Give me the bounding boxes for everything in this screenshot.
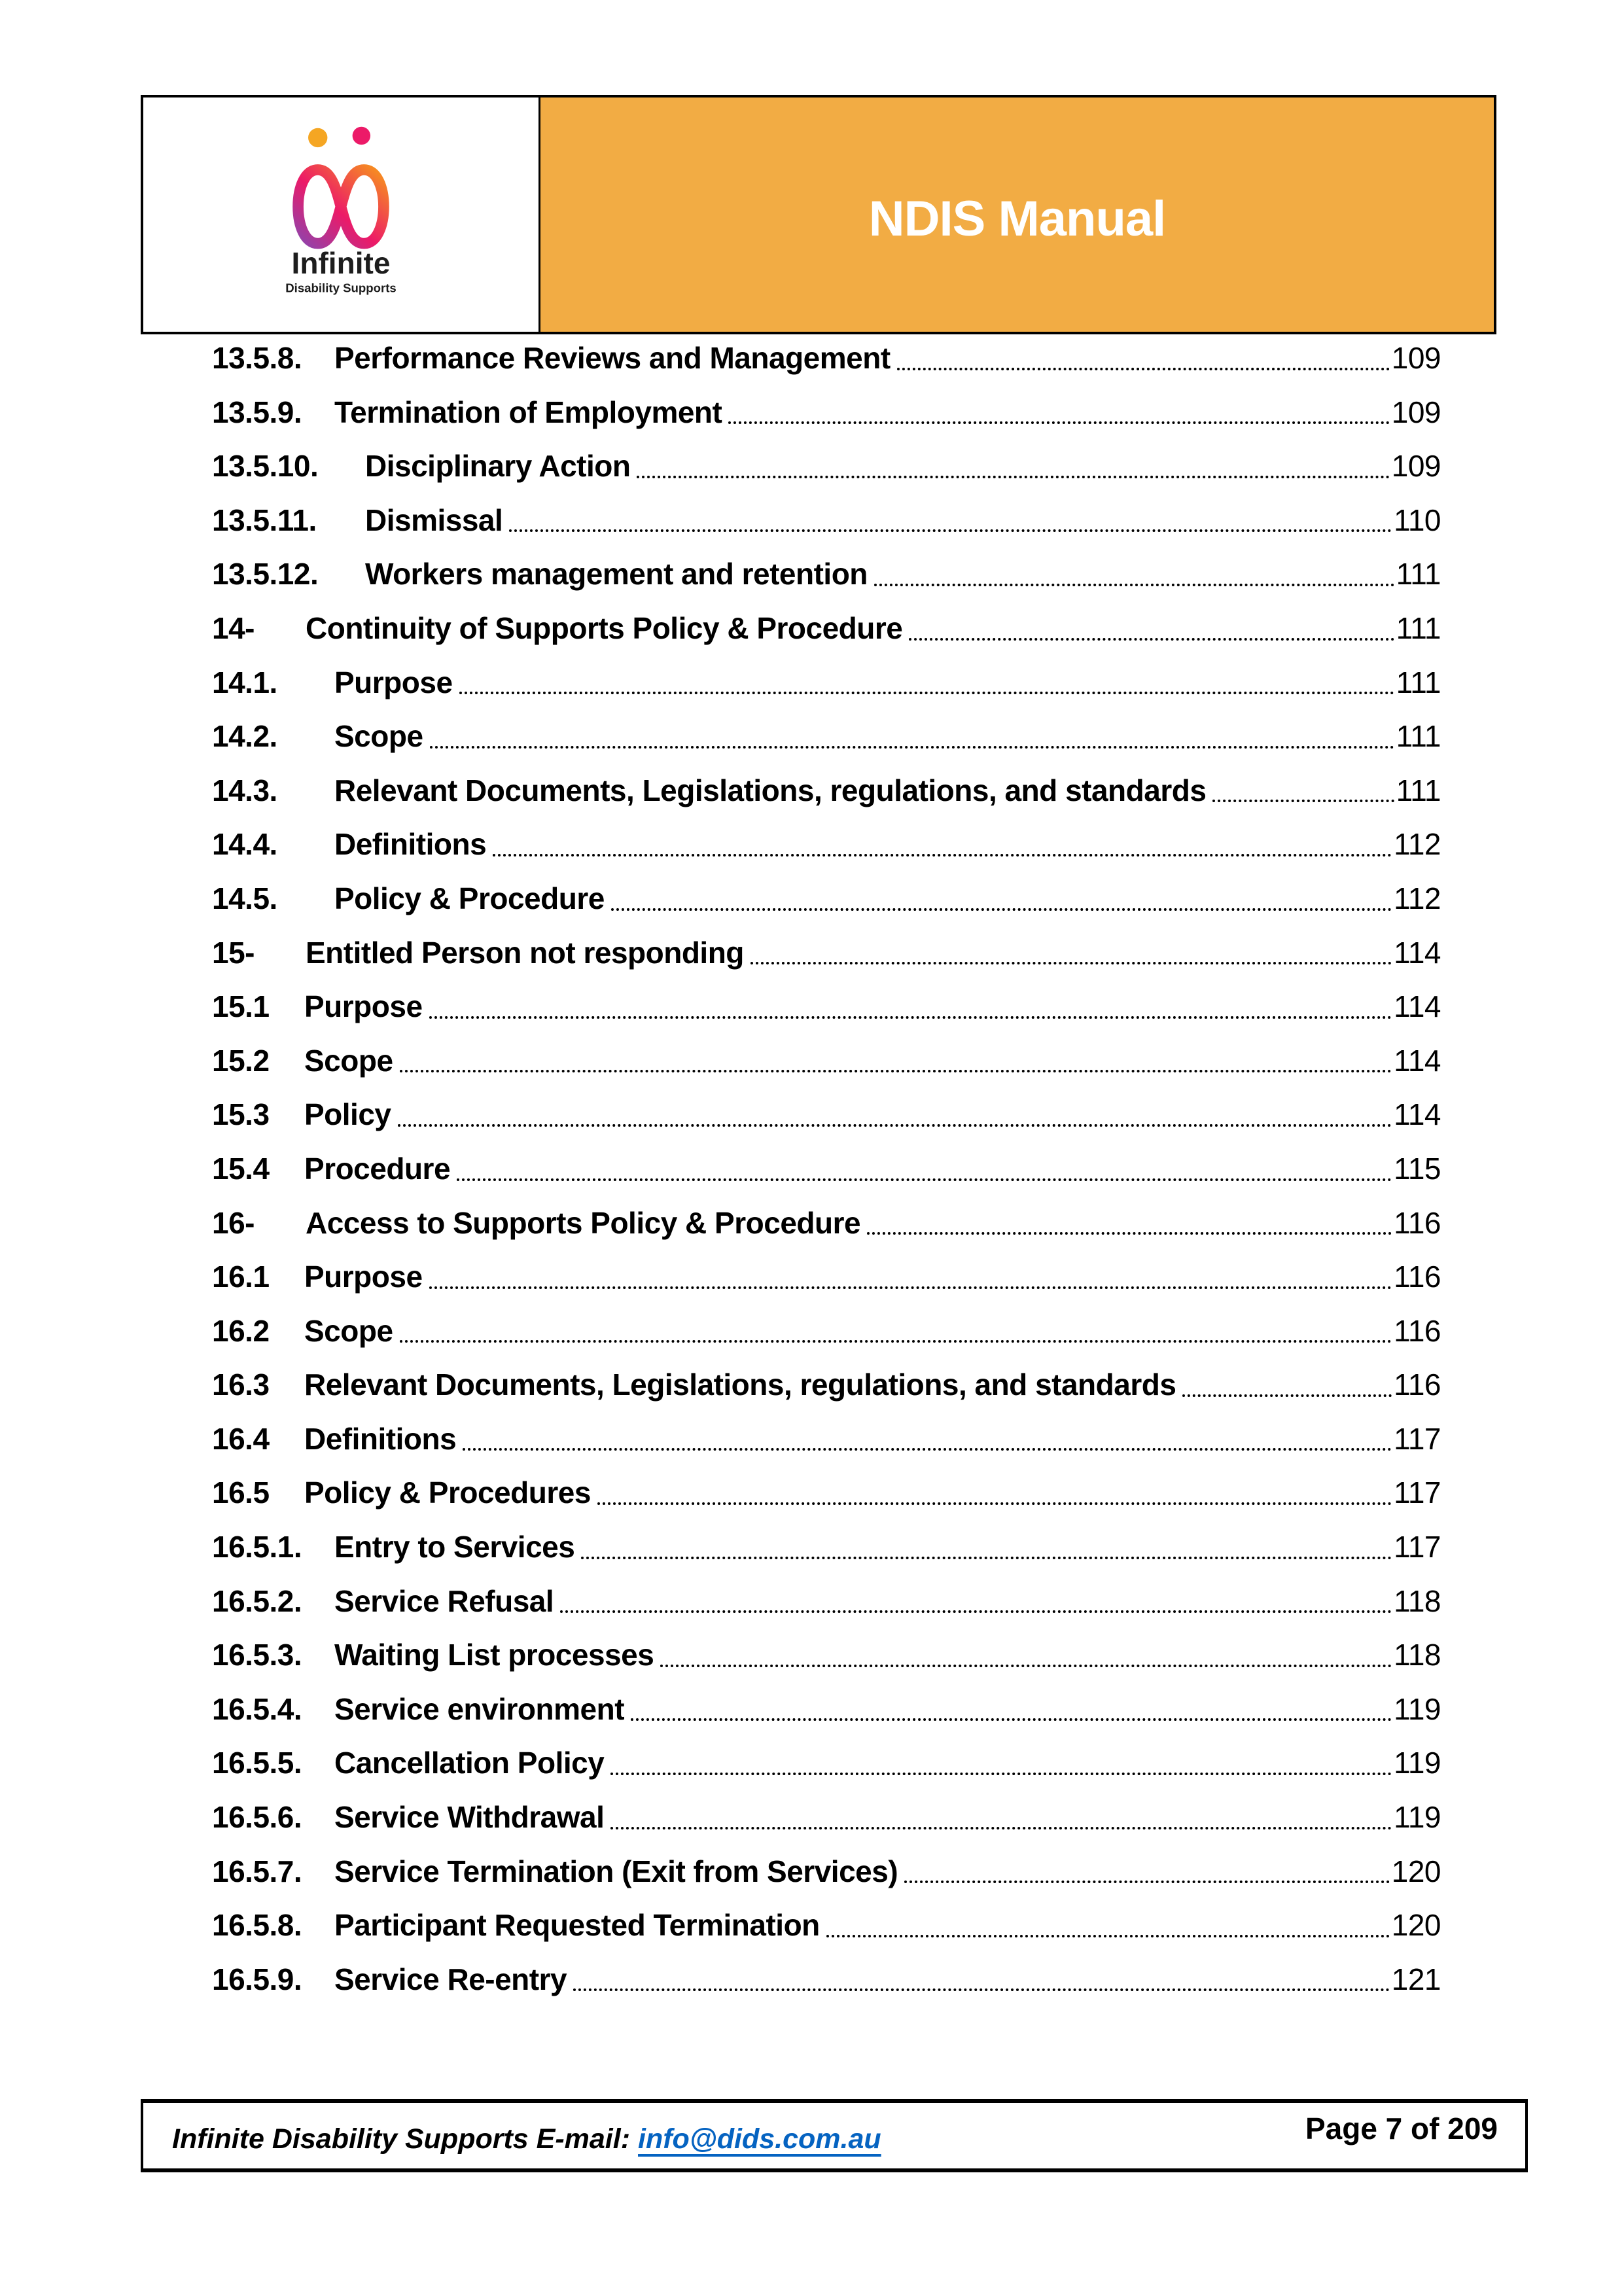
toc-entry-number: 15.4 [212, 1151, 270, 1186]
logo-dot-left [308, 128, 327, 147]
toc-entry[interactable] [212, 1628, 1441, 1682]
dot-leader [429, 1016, 1392, 1019]
toc-entry-title: Procedure [304, 1151, 451, 1186]
toc-entry-page: 109 [1391, 341, 1441, 375]
toc-entry-number: 16.3 [212, 1368, 270, 1402]
toc-entry-page: 111 [1396, 665, 1441, 699]
dot-leader [631, 1718, 1392, 1721]
toc-entry-number: 16.4 [212, 1421, 270, 1456]
dot-leader [398, 1124, 1392, 1127]
toc-entry-title: Policy [304, 1097, 391, 1132]
toc-entry[interactable] [212, 1034, 1441, 1088]
toc-entry[interactable] [212, 656, 1441, 710]
dot-leader [610, 1773, 1392, 1775]
dot-leader [904, 1881, 1390, 1883]
logo [143, 97, 540, 332]
logo-tagline-text: Disability Supports [285, 281, 397, 295]
toc-entry[interactable] [212, 493, 1441, 548]
toc-entry-page: 118 [1394, 1638, 1441, 1672]
toc-entry[interactable] [212, 709, 1441, 764]
dot-leader [611, 908, 1392, 911]
toc-entry-title: Entry to Services [334, 1530, 575, 1564]
toc-entry-page: 110 [1394, 503, 1441, 537]
infinity-loop [298, 169, 384, 243]
toc-entry-title: Definitions [304, 1421, 457, 1456]
toc-entry-page: 114 [1394, 935, 1441, 970]
toc-entry-title: Service Refusal [334, 1583, 554, 1618]
toc-entry-number: 14.2. [212, 719, 277, 754]
toc-entry-title: Entitled Person not responding [306, 935, 744, 970]
toc-entry-number: 16.5 [212, 1475, 270, 1510]
toc-entry[interactable] [212, 1736, 1441, 1790]
toc-entry-title: Scope [304, 1043, 393, 1078]
header [141, 95, 1496, 334]
toc-entry-number: 14.4. [212, 827, 277, 862]
toc-entry-title: Purpose [304, 989, 423, 1024]
toc-entry[interactable] [212, 1952, 1441, 2007]
toc-entry-page: 115 [1394, 1151, 1441, 1186]
dot-leader [400, 1070, 1392, 1072]
toc-entry-title: Scope [334, 719, 423, 754]
toc-entry[interactable] [212, 331, 1441, 385]
toc-entry[interactable] [212, 1358, 1441, 1412]
toc-entry-number: 16.5.7. [212, 1854, 302, 1888]
toc-entry[interactable] [212, 601, 1441, 656]
toc-entry-page: 116 [1394, 1313, 1441, 1348]
footer-email-label: Infinite Disability Supports E-mail: [172, 2123, 631, 2155]
toc-entry-page: 121 [1391, 1962, 1441, 1996]
toc-entry[interactable] [212, 439, 1441, 493]
toc-entry[interactable] [212, 817, 1441, 872]
toc-entry-number: 16.5.8. [212, 1908, 302, 1943]
toc-entry-number: 14.5. [212, 881, 277, 915]
toc-entry-number: 15- [212, 935, 255, 970]
toc-entry-number: 15.3 [212, 1097, 270, 1132]
toc-entry-page: 118 [1394, 1583, 1441, 1618]
toc-entry-title: Definitions [334, 827, 487, 862]
toc-entry-title: Cancellation Policy [334, 1746, 605, 1780]
toc-entry-page: 116 [1394, 1260, 1441, 1294]
page-title: NDIS Manual [868, 190, 1166, 247]
header-banner [540, 97, 1494, 332]
toc-entry-number: 16.5.5. [212, 1746, 302, 1780]
toc-entry-number: 14.1. [212, 665, 277, 699]
footer-email-line [172, 2123, 1305, 2155]
toc-entry-page: 109 [1391, 449, 1441, 484]
dot-leader [463, 1448, 1392, 1451]
dot-leader [429, 1286, 1392, 1289]
dot-leader [1182, 1394, 1392, 1397]
dot-leader [897, 368, 1390, 370]
toc-entry-title: Disciplinary Action [365, 449, 631, 484]
toc-entry-page: 119 [1394, 1746, 1441, 1780]
dot-leader [581, 1557, 1392, 1559]
toc-entry-page: 116 [1394, 1205, 1441, 1240]
toc-entry[interactable] [212, 980, 1441, 1034]
dot-leader [728, 421, 1389, 424]
toc-entry-page: 117 [1394, 1421, 1441, 1456]
toc-entry-title: Workers management and retention [365, 557, 868, 592]
toc-entry[interactable] [212, 1845, 1441, 1899]
toc-entry-number: 16.5.9. [212, 1962, 302, 1996]
toc-entry-number: 16.5.4. [212, 1691, 302, 1726]
toc-entry-number: 14.3. [212, 773, 277, 807]
toc-entry-number: 14- [212, 610, 255, 645]
toc-entry[interactable] [212, 1250, 1441, 1304]
toc-entry-title: Scope [304, 1313, 393, 1348]
toc-entry-page: 117 [1394, 1530, 1441, 1564]
toc-entry-title: Policy & Procedure [334, 881, 605, 915]
toc-entry-number: 15.2 [212, 1043, 270, 1078]
toc-entry-number: 16.1 [212, 1260, 270, 1294]
toc-entry[interactable] [212, 764, 1441, 818]
toc-entry-title: Performance Reviews and Management [334, 341, 891, 375]
toc-entry[interactable] [212, 1898, 1441, 1952]
toc-entry-page: 112 [1394, 827, 1441, 862]
toc-entry-number: 16.2 [212, 1313, 270, 1348]
toc-entry-page: 111 [1396, 610, 1441, 645]
toc-entry[interactable] [212, 1520, 1441, 1574]
toc-entry[interactable] [212, 1142, 1441, 1196]
toc-entry[interactable] [212, 1087, 1441, 1142]
toc-entry-title: Access to Supports Policy & Procedure [306, 1205, 861, 1240]
dot-leader [750, 962, 1392, 964]
toc-entry-title: Dismissal [365, 503, 503, 537]
toc-entry-title: Termination of Employment [334, 395, 722, 429]
page-indicator: Page 7 of 209 [1305, 2111, 1498, 2146]
toc-entry-title: Relevant Documents, Legislations, regulations, and standards [304, 1368, 1176, 1402]
toc-entry-page: 120 [1391, 1854, 1441, 1888]
toc-entry-number: 13.5.10. [212, 449, 319, 484]
dot-leader [509, 529, 1392, 532]
toc-entry-title: Continuity of Supports Policy & Procedure [306, 610, 903, 645]
toc-entry-number: 16- [212, 1205, 255, 1240]
dot-leader [660, 1665, 1392, 1667]
toc-entry-title: Policy & Procedures [304, 1475, 591, 1510]
toc-entry-title: Purpose [334, 665, 453, 699]
toc-entry[interactable] [212, 1412, 1441, 1466]
toc-entry-number: 16.5.3. [212, 1638, 302, 1672]
toc-entry-page: 117 [1394, 1475, 1441, 1510]
dot-leader [457, 1178, 1392, 1181]
dot-leader [573, 1988, 1390, 1991]
dot-leader [826, 1935, 1390, 1937]
infinity-icon [277, 121, 405, 308]
dot-leader [909, 638, 1394, 641]
toc-entry-number: 13.5.9. [212, 395, 302, 429]
toc-entry[interactable] [212, 1790, 1441, 1845]
toc-entry-number: 16.5.1. [212, 1530, 302, 1564]
toc-entry-page: 111 [1396, 773, 1441, 807]
toc-entry-title: Participant Requested Termination [334, 1908, 820, 1943]
dot-leader [610, 1827, 1392, 1829]
toc-entry-number: 13.5.11. [212, 503, 317, 537]
toc-entry[interactable] [212, 872, 1441, 926]
toc-list [212, 331, 1441, 2006]
toc-entry-page: 114 [1394, 989, 1441, 1024]
toc-entry[interactable] [212, 385, 1441, 440]
toc-entry[interactable] [212, 547, 1441, 601]
footer [141, 2099, 1528, 2172]
email-link[interactable]: info@dids.com.au [638, 2123, 881, 2155]
toc-entry-page: 114 [1394, 1043, 1441, 1078]
toc-entry-title: Waiting List processes [334, 1638, 654, 1672]
toc-entry-title: Service Withdrawal [334, 1800, 605, 1835]
dot-leader [400, 1340, 1392, 1343]
dot-leader [874, 584, 1394, 586]
toc-entry[interactable] [212, 1304, 1441, 1358]
toc-entry[interactable] [212, 926, 1441, 980]
toc-entry-number: 16.5.2. [212, 1583, 302, 1618]
toc-entry-number: 15.1 [212, 989, 270, 1024]
dot-leader [867, 1232, 1392, 1235]
dot-leader [459, 692, 1394, 694]
dot-leader [597, 1502, 1392, 1505]
toc-entry-number: 16.5.6. [212, 1800, 302, 1835]
toc-entry-title: Relevant Documents, Legislations, regulations, and standards [334, 773, 1207, 807]
logo-dot-right [353, 127, 370, 145]
toc-entry-title: Service Re-entry [334, 1962, 567, 1996]
dot-leader [430, 746, 1394, 749]
toc-entry-page: 116 [1394, 1368, 1441, 1402]
toc-entry[interactable] [212, 1574, 1441, 1629]
toc-entry-title: Service environment [334, 1691, 625, 1726]
toc-entry-title: Purpose [304, 1260, 423, 1294]
toc-entry[interactable] [212, 1682, 1441, 1737]
toc-entry-page: 119 [1394, 1691, 1441, 1726]
toc-entry[interactable] [212, 1466, 1441, 1520]
toc-entry-title: Service Termination (Exit from Services) [334, 1854, 898, 1888]
toc-entry-number: 13.5.8. [212, 341, 302, 375]
toc-entry-page: 119 [1394, 1800, 1441, 1835]
toc-entry-page: 120 [1391, 1908, 1441, 1943]
dot-leader [637, 476, 1389, 478]
toc-entry-page: 109 [1391, 395, 1441, 429]
toc-entry-page: 111 [1396, 557, 1441, 592]
dot-leader [1212, 800, 1394, 802]
dot-leader [493, 854, 1392, 857]
toc-entry-page: 112 [1394, 881, 1441, 915]
logo-brand-text: Infinite [291, 246, 391, 281]
toc-entry[interactable] [212, 1196, 1441, 1250]
dot-leader [560, 1610, 1392, 1613]
toc-entry-number: 13.5.12. [212, 557, 319, 592]
toc-entry-page: 114 [1394, 1097, 1441, 1132]
toc-entry-page: 111 [1396, 719, 1441, 754]
